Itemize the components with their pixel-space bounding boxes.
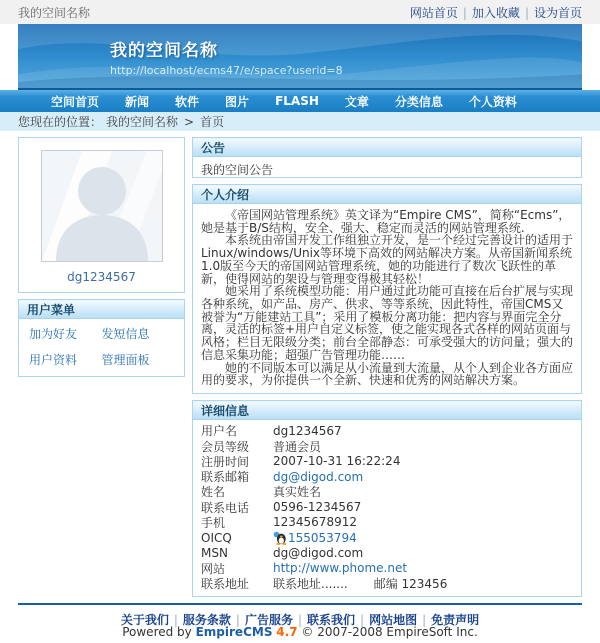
topbar-site-name: 我的空间名称	[18, 5, 91, 20]
powered-by	[0, 623, 600, 639]
detail-text: 0596-1234567	[273, 500, 362, 515]
topbar-link-0[interactable]: 网站首页	[409, 5, 458, 20]
footer	[0, 603, 600, 643]
detail-row-7	[201, 530, 573, 545]
separator: |	[297, 613, 303, 628]
detail-row-4	[201, 484, 573, 499]
footer-link-5[interactable]: 免责声明	[431, 613, 480, 628]
powered-prefix: Powered by	[122, 625, 192, 640]
detail-value	[273, 500, 361, 514]
nav-item-3[interactable]: 图片	[225, 94, 250, 109]
intro-content	[193, 204, 581, 393]
nav-item-7[interactable]: 个人资料	[468, 94, 517, 109]
footer-link-3[interactable]: 联系我们	[307, 613, 356, 628]
intro-title: 个人介绍	[193, 185, 581, 204]
detail-label: 姓名	[201, 485, 226, 500]
footer-link-1[interactable]: 服务条款	[182, 613, 231, 628]
detail-link-3[interactable]: dg@digod.com	[273, 469, 364, 484]
topbar	[0, 0, 600, 24]
breadcrumb-separator: >	[184, 114, 195, 129]
detail-label: OICQ	[201, 530, 232, 545]
detail-label: 联系邮箱	[201, 470, 250, 485]
separator: |	[235, 613, 240, 628]
nav-item-1[interactable]: 新闻	[125, 94, 150, 109]
intro-paragraph-2: 她采用了系统模型功能：用户通过此功能可直接在后台扩展与实现各种系统，如产品、房产、供求、等等系统，因此特性，帝国CMS又被誉为“万能建站工具”；采用了模板分离功能：把内容与界面完全分离，灵活的标签+用户自定义标签，使之能实现各式各样的网站页面与风格；栏目无限级分类；前台全部静态：可承受强大的访问量；强大的信息采集功能；超强广告管理功能……	[201, 284, 574, 362]
main-nav	[0, 90, 600, 112]
detail-label: 联系电话	[201, 500, 250, 515]
user-menu-item-3[interactable]: 管理面板	[101, 353, 150, 367]
detail-value	[273, 575, 447, 592]
footer-link-4[interactable]: 网站地图	[369, 613, 418, 628]
detail-text: 12345678912	[273, 515, 357, 530]
detail-row-9	[201, 561, 573, 576]
detail-row-5	[201, 500, 573, 515]
detail-text: dg1234567	[273, 423, 342, 438]
detail-text: 2007-10-31 16:22:24	[273, 454, 401, 469]
detail-value	[273, 531, 357, 545]
details-table	[193, 420, 581, 596]
topbar-link-1[interactable]: 加入收藏	[471, 5, 520, 20]
details-box	[192, 400, 582, 597]
topbar-link-2[interactable]: 设为首页	[533, 5, 582, 20]
detail-link-qq[interactable]: 155053794	[288, 530, 357, 545]
detail-label: 联系地址	[201, 577, 250, 592]
detail-label: MSN	[201, 546, 228, 561]
user-menu-item-2[interactable]: 用户资料	[29, 353, 78, 367]
intro-paragraph-0: 《帝国网站管理系统》英文译为“Empire CMS”，简称“Ecms”，她是基于B/S结构，安全、强大、稳定而灵活的网站管理系统.	[201, 208, 571, 235]
detail-row-6	[201, 515, 573, 530]
detail-label: 注册时间	[201, 454, 250, 469]
separator: |	[422, 613, 427, 628]
detail-row-10	[201, 576, 573, 591]
announcement-box	[192, 137, 582, 178]
breadcrumb-site-link[interactable]: 我的空间名称	[106, 115, 179, 129]
person-silhouette-icon	[42, 151, 162, 261]
detail-value	[273, 561, 407, 575]
detail-text: 联系地址.......	[273, 577, 348, 592]
detail-extra: 邮编 123456	[373, 577, 448, 592]
nav-item-4[interactable]: FLASH	[275, 94, 319, 108]
detail-text: 普通会员	[273, 439, 322, 454]
detail-value	[273, 483, 321, 500]
detail-row-3	[201, 469, 573, 484]
footer-link-2[interactable]: 广告服务	[244, 613, 293, 628]
detail-text: dg@digod.com	[273, 546, 364, 561]
detail-value	[273, 515, 357, 529]
qq-penguin-icon	[273, 531, 287, 545]
separator: |	[524, 5, 529, 20]
breadcrumb	[0, 112, 600, 131]
copyright-text: © 2007-2008 EmpireSoft Inc.	[301, 625, 478, 640]
separator: |	[173, 613, 178, 628]
detail-value	[273, 470, 363, 484]
topbar-links	[410, 4, 582, 21]
breadcrumb-prefix: 您现在的位置：	[18, 115, 103, 129]
banner-wrap	[0, 24, 600, 90]
detail-value	[273, 546, 363, 560]
breadcrumb-current-link[interactable]: 首页	[200, 115, 225, 129]
announcement-content: 我的空间公告	[201, 163, 274, 177]
detail-row-0	[201, 423, 573, 438]
intro-box	[192, 184, 582, 394]
detail-value	[273, 438, 321, 455]
detail-row-8	[201, 545, 573, 560]
user-menu-item-0[interactable]: 加为好友	[29, 327, 78, 341]
left-column	[18, 137, 185, 383]
space-title: 我的空间名称	[110, 41, 218, 61]
main-content	[0, 131, 600, 603]
user-menu-title: 用户菜单	[19, 300, 184, 319]
banner	[18, 24, 582, 90]
brand-version: 4.7	[276, 625, 298, 640]
detail-link-9[interactable]: http://www.phome.net	[273, 561, 408, 576]
detail-label: 会员等级	[201, 439, 250, 454]
footer-link-0[interactable]: 关于我们	[120, 613, 169, 628]
right-column	[192, 137, 582, 603]
details-title: 详细信息	[193, 401, 581, 420]
space-url: http://localhost/ecms47/e/space?userid=8	[110, 64, 343, 77]
detail-row-2	[201, 454, 573, 469]
user-menu-item-1[interactable]: 发短信息	[101, 327, 150, 341]
footer-links	[0, 605, 600, 628]
detail-row-1	[201, 438, 573, 453]
intro-paragraph-1: 本系统由帝国开发工作组独立开发，是一个经过完善设计的适用于Linux/windows/Unix等环境下高效的网站解决方案。从帝国新闻系统1.0版至今天的帝国网站管理系统，她的功能进行了数次飞跃性的革新，使得网站的架设与管理变得极其轻松！	[201, 233, 574, 286]
nav-item-5[interactable]: 文章	[344, 94, 369, 109]
detail-label: 用户名	[201, 424, 238, 439]
brand-name: EmpireCMS	[195, 625, 273, 640]
avatar	[41, 150, 163, 262]
intro-paragraph-3: 她的不同版本可以满足从小流量到大流量，从个人到企业各方面应用的要求，为你提供一个全新、快速和优秀的网站解决方案。	[201, 360, 574, 388]
detail-text: 真实姓名	[273, 485, 322, 500]
detail-value	[273, 424, 342, 438]
detail-label: 网站	[201, 561, 226, 576]
detail-label: 手机	[201, 516, 226, 530]
detail-value	[273, 454, 400, 468]
nav-item-2[interactable]: 软件	[175, 94, 200, 109]
nav-item-6[interactable]: 分类信息	[394, 94, 443, 109]
user-menu-items	[19, 319, 184, 376]
announcement-title: 公告	[193, 138, 581, 157]
separator: |	[360, 613, 365, 628]
user-menu-box	[18, 299, 185, 377]
profile-card	[18, 137, 185, 293]
separator: |	[462, 5, 467, 20]
profile-username: dg1234567	[67, 270, 136, 284]
nav-item-0[interactable]: 空间首页	[51, 94, 100, 109]
